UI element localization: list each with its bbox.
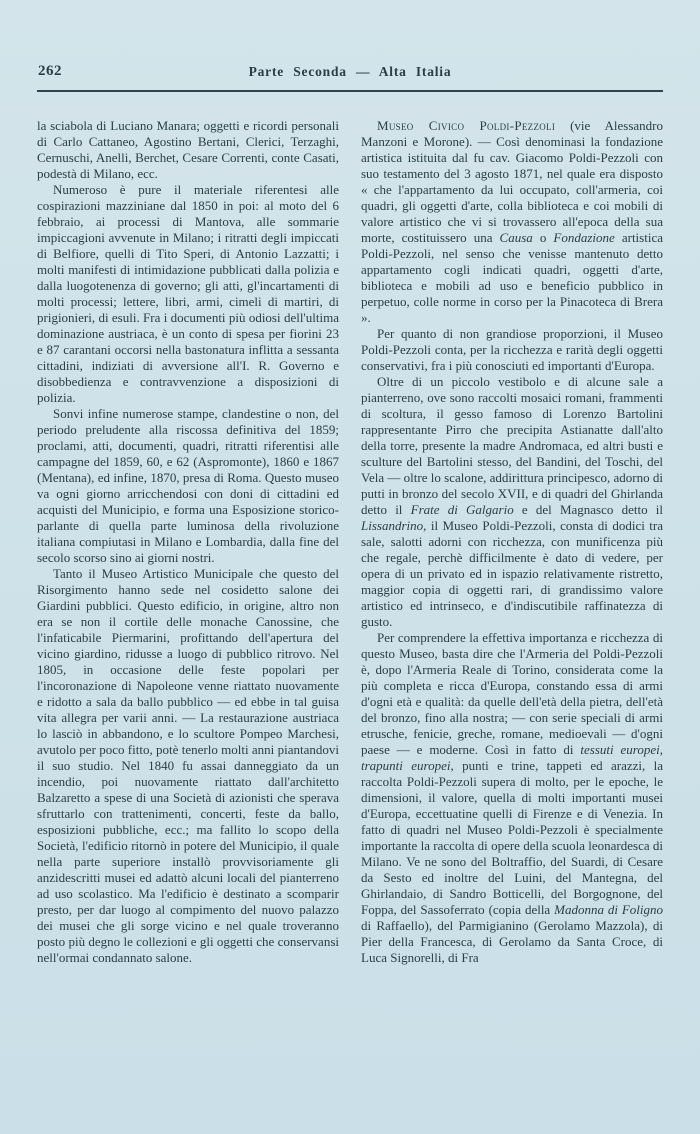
page-number: 262 bbox=[38, 63, 62, 79]
text-columns bbox=[37, 118, 663, 1116]
page-header bbox=[37, 63, 663, 83]
right-column bbox=[361, 118, 663, 1116]
paragraph: Per comprendere la effettiva importanza e ricchezza di questo Museo, basta dire che l'Armeria del Poldi-Pezzoli è, dopo l'Armeria Reale di Torino, considerata come la più completa e ricca d'Europa, constando essa di armi d'ogni età e qualità: da quelle dell'età della pietra, dell'età del bronzo, fino alla nostra; — con serie speciali di armi etrusche, fenicie, greche, romane, medioevali — d'ogni paese — e moderne. Così in fatto di tessuti europei, trapunti europei, punti e trine, tappeti ed arazzi, la raccolta Poldi-Pezzoli supera di molto, per le epoche, le dimensioni, il valore, quella di molti importanti musei d'Europa, eccettuatine quelli di Firenze e di Venezia. In fatto di quadri nel Museo Poldi-Pezzoli è specialmente importante la raccolta di opere della scuola leonardesca di Milano. Ve ne sono del Boltraffio, del Suardi, di Cesare da Sesto ed inoltre del Luini, del Mantegna, del Ghirlandaio, di Sandro Botticelli, del Borgognone, del Foppa, del Sassoferrato (copia della Madonna di Foligno di Raffaello), del Parmigianino (Gerolamo Mazzola), di Pier della Francesca, di Gerolamo da Santa Croce, di Luca Signorelli, di Fra bbox=[361, 630, 663, 965]
running-title: Parte Seconda — Alta Italia bbox=[248, 64, 452, 79]
paragraph: Sonvi infine numerose stampe, clandestine o non, del periodo preludente alla riscossa definitiva del 1859; proclami, atti, documenti, quadri, ritratti riferentisi alle campagne del 1859, 60, e 62 (Aspromonte), 1860 e 1867 (Mentana), ed infine, 1870, presa di Roma. Questo museo va ogni giorno arricchendosi con doni di cittadini ed acquisti del Municipio, e forma una Esposizione storico-parlante di quella parte luminosa della rivoluzione italiana compiutasi in Milano e Lombardia, dalla fine del secolo scorso sino ai giorni nostri. bbox=[37, 406, 339, 565]
left-column bbox=[37, 118, 339, 1116]
paragraph: Tanto il Museo Artistico Municipale che questo del Risorgimento hanno sede nel cosidetto salone dei Giardini pubblici. Questo edificio, in origine, altro non era se non il cortile delle monache Canossine, che l'infaticabile Piermarini, profittando dell'apertura del vicino giardino, ridusse a luogo di pubblico ritrovo. Nel 1805, in occasione delle feste popolari per l'incoronazione di Napoleone venne riattato nuovamente e ridotto a sala da ballo pubblico — ed ebbe in tal guisa vita allegra per varii anni. — La restaurazione austriaca lo lasciò in abbandono, e lo scultore Pompeo Marchesi, avutolo per poco fitto, potè tenerlo molti anni piantandovi il suo studio. Nel 1840 fu assai danneggiato da un incendio, poi nuovamente riattato dall'architetto Balzaretto a spese di una Società di azionisti che sperava sfruttarlo con trattenimenti, concerti, feste da ballo, esposizioni pubbliche, ecc.; ma fallito lo scopo della Società, l'edificio ritornò in potere del Municipio, il quale nella parte superiore installò provvisoriamente gli anzidescritti musei ed adattò alcuni locali del pianterreno ad uso scolastico. Ma l'edificio è destinato a scomparir presto, per dar luogo al compimento del nuovo palazzo dei musei che gli sorge vicino e nel quale troveranno posto più degno le collezioni e gli oggetti che conservansi nell'ormai condannato salone. bbox=[37, 566, 339, 965]
header-rule bbox=[37, 90, 663, 92]
paragraph: Per quanto di non grandiose proporzioni, il Museo Poldi-Pezzoli conta, per la ricchezza e rarità degli oggetti conservativi, fra i più conosciuti ed importanti d'Europa. bbox=[361, 326, 663, 373]
paragraph: Numeroso è pure il materiale riferentesi alle cospirazioni mazziniane dal 1850 in poi: al moto del 6 febbraio, ai processi di Mantova, alle sommarie impiccagioni avvenute in Milano; i ritratti degli impiccati di Belfiore, quelli di Tito Speri, di Antonio Lazzatti; i molti manifesti di intimidazione pubblicati dalla polizia e dalla luogotenenza di governo; gli atti, gl'incartamenti di molti processi; lettere, libri, armi, cimeli di martiri, di prigionieri, di esuli. Fra i documenti più odiosi dell'ultima dominazione austriaca, è un conto di spesa per fiorini 23 e 87 carantani occorsi nella bastonatura inflitta a sessanta cittadini, indiziati di avversione all'I. R. Governo e disobbedienza e contravvenzione a disposizioni di polizia. bbox=[37, 182, 339, 405]
paragraph: la sciabola di Luciano Manara; oggetti e ricordi personali di Carlo Cattaneo, Agostino Bertani, Clerici, Terzaghi, Cernuschi, Anelli, Berchet, Cesare Correnti, conte Casati, podestà di Milano, ecc. bbox=[37, 118, 339, 181]
paragraph: Oltre di un piccolo vestibolo e di alcune sale a pianterreno, ove sono raccolti mosaici romani, frammenti di scoltura, il gesso famoso di Lorenzo Bartolini rappresentante Pirro che precipita Astianatte dall'alto della torre, presente la madre Andromaca, ed altri busti e sculture del Bartolini stesso, del Bandini, del Toschi, del Vela — oltre lo scalone, addirittura principesco, adorno di putti in bronzo del secolo XVII, e di quadri del Ghirlanda detto il Frate di Galgario e del Magnasco detto il Lissandrino, il Museo Poldi-Pezzoli, consta di dodici tra sale, salotti adorni con ricchezza, con munificenza più che regale, perchè difficilmente è dato di vedere, per opera di un privato ed in ispazio relativamente ristretto, maggior copia di oggetti rari, di grandissimo valore artistico ed intrinseco, e d'indiscutibile raffinatezza di gusto. bbox=[361, 374, 663, 629]
paragraph: Museo Civico Poldi-Pezzoli (vie Alessandro Manzoni e Morone). — Così denominasi la fondazione artistica istituita dal fu cav. Giacomo Poldi-Pezzoli con suo testamento del 3 agosto 1871, nel quale era disposto « che l'appartamento da lui occupato, coll'armeria, coi quadri, gli oggetti d'arte, colla biblioteca e coi mobili di valore artistico che vi si trovassero all'epoca della sua morte, costituissero una Causa o Fondazione artistica Poldi-Pezzoli, nel senso che venisse mantenuto detto appartamento cogli indicati quadri, oggetti d'arte, biblioteca e mobili ad uso e beneficio pubblico in perpetuo, colle norme in corso per la Pinacoteca di Brera ». bbox=[361, 118, 663, 325]
